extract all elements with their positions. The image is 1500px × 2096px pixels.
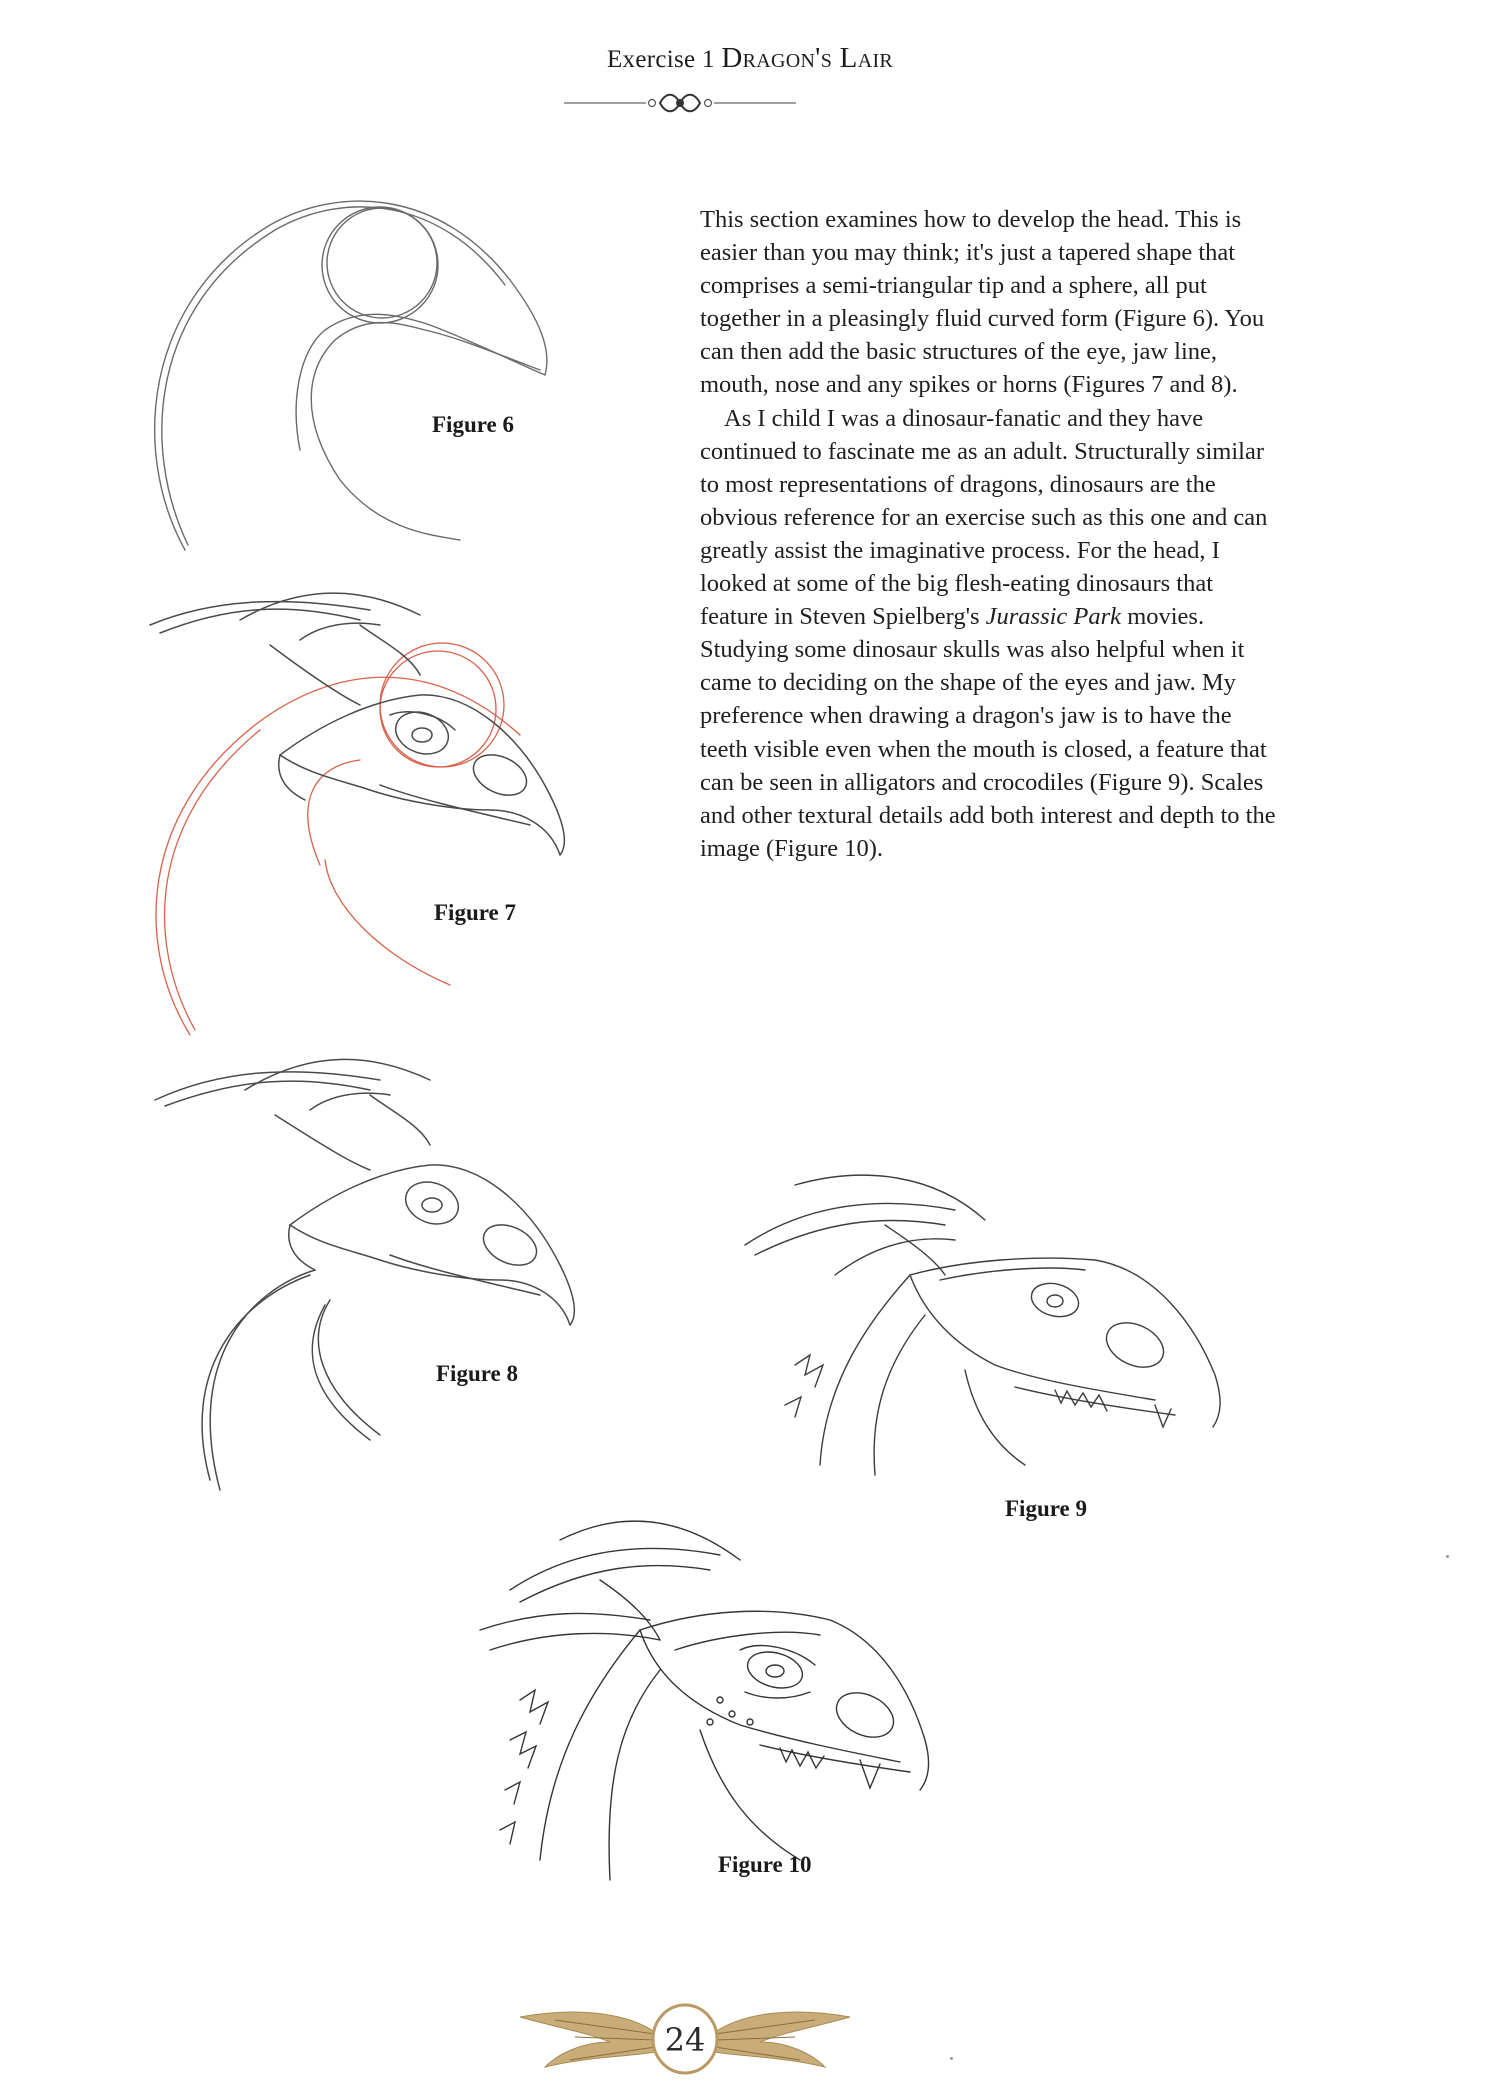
body-text [700,203,1285,865]
header-ornament-icon [560,88,800,118]
figure-6-caption: Figure 6 [432,412,514,437]
paragraph-2 [700,402,1285,865]
figure-9-sketch [735,1165,1255,1485]
figure-10-caption: Figure 10 [718,1852,812,1877]
paragraph-1: This section examines how to develop the head. This is easier than you may think; it's just a tapered shape that comprises a semi-triangular tip and a sphere, all put together in a pleasingly fluid curved form (Figure 6). You can then add the basic structures of the eye, jaw line, mouth, nose and any spikes or horns (Figures 7 and 8). [700,206,1265,399]
figure-10-sketch [420,1500,940,1910]
page-number: 24 [664,2021,706,2059]
running-header [0,42,1500,75]
figure-8-caption: Figure 8 [436,1361,518,1386]
scan-speck [950,2057,953,2060]
exercise-label: Exercise 1 [606,46,715,73]
chapter-title: Dragon's Lair [721,42,894,74]
scan-speck [1446,1555,1449,1558]
figure-6-sketch [140,180,560,560]
paragraph-2-italic: Jurassic Park [985,603,1122,631]
page-number-ornament [515,1992,855,2082]
figure-8-sketch [130,1040,610,1500]
paragraph-2-text-b: movies. Studying some dinosaur skulls was also helpful when it came to deciding on the shape of the eyes and jaw. My preference when drawing a dragon's jaw is to have the teeth visible even when the mouth is closed, a feature that can be seen in alligators and crocodiles (Figure 9). Scales and other textural details add both interest and depth to the image (Figure 10). [700,603,1276,862]
figure-9-caption: Figure 9 [1005,1496,1087,1521]
paragraph-2-text-a: As I child I was a dinosaur-fanatic and they have continued to fascinate me as an adult. Structurally similar to most representations of dragons, dinosaurs are the obvious reference for an exercise such as this one and can greatly assist the imaginative process. For the head, I looked at some of the big flesh-eating dinosaurs that feature in Steven Spielberg's [700,404,1268,631]
figure-7-sketch [120,585,600,1045]
figure-7-caption: Figure 7 [434,900,516,925]
